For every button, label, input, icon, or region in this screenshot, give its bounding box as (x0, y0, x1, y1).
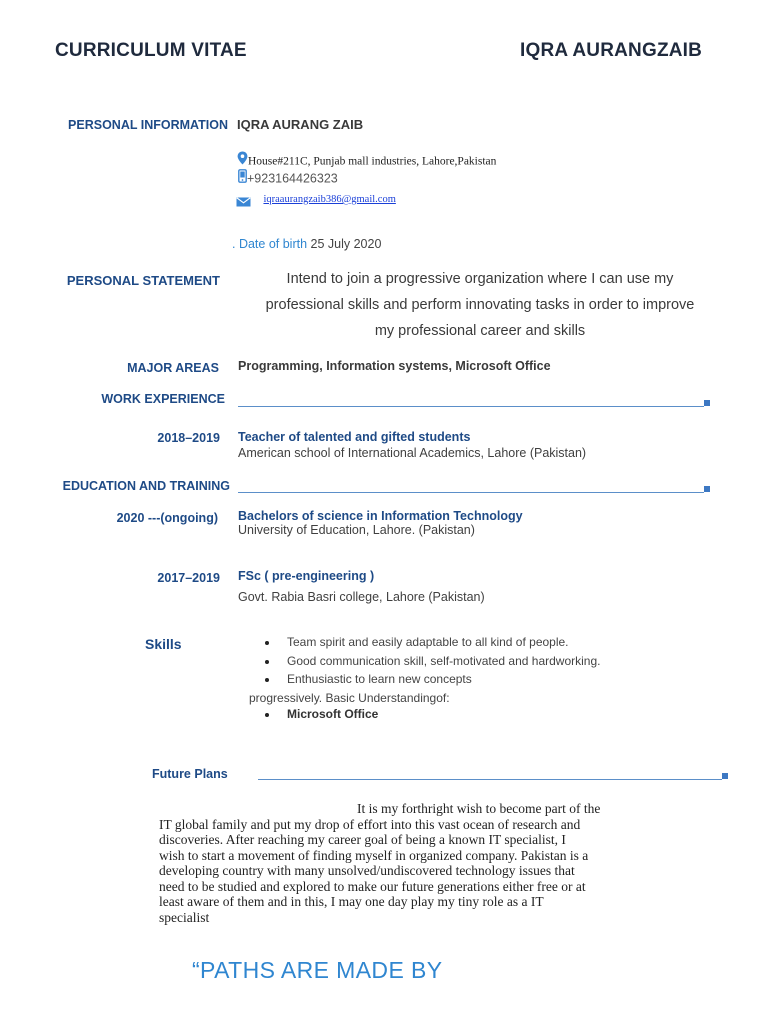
paragraph-line: need to be studied and explored to make our future generations either free or at (159, 878, 586, 894)
skills-label: Skills (145, 636, 182, 652)
education-label: EDUCATION AND TRAINING (62, 479, 230, 493)
section-divider (238, 406, 704, 407)
education-place: University of Education, Lahore. (Pakistan) (238, 523, 475, 537)
future-plans-text (159, 801, 641, 925)
bullet-icon (265, 641, 269, 645)
future-plans-label: Future Plans (152, 767, 228, 781)
divider-marker (722, 773, 728, 779)
mobile-phone-icon (238, 169, 247, 188)
education-date: 2017–2019 (157, 571, 220, 585)
work-experience-label: WORK EXPERIENCE (101, 392, 225, 406)
skills-continuation: progressively. Basic Understandingof: (249, 691, 450, 705)
personal-statement-label: PERSONAL STATEMENT (66, 273, 220, 288)
divider-marker (704, 486, 710, 492)
paragraph-line: It is my forthright wish to become part of the (357, 801, 601, 816)
paragraph-line: discoveries. After reaching my career goal of being a known IT specialist, I (159, 832, 566, 847)
envelope-icon (236, 194, 251, 212)
quote-text: “PATHS ARE MADE BY (192, 957, 443, 983)
section-divider (258, 779, 722, 780)
major-areas-value: Programming, Information systems, Microsoft Office (238, 359, 551, 373)
paragraph-line: IT global family and put my drop of effort into this vast ocean of research and (159, 816, 581, 832)
statement-line: professional skills and perform innovating tasks in order to improve (265, 297, 695, 313)
email-link[interactable]: iqraaurangzaib386@gmail.com (263, 194, 396, 205)
skill-text: Enthusiastic to learn new concepts (287, 672, 472, 686)
paragraph-line: developing country with many unsolved/undiscovered technology issues that (159, 863, 575, 878)
statement-line: Intend to join a progressive organization where I can use my (286, 271, 674, 287)
address-text: House#211C, Punjab mall industries, Lahore,Pakistan (248, 155, 497, 168)
skill-text: Team spirit and easily adaptable to all kind of people. (287, 635, 569, 649)
header-name: IQRA AURANGZAIB (520, 40, 703, 61)
personal-statement-text (235, 266, 725, 344)
education-title: FSc ( pre-engineering ) (238, 569, 375, 583)
bullet-icon (265, 660, 269, 664)
phone-row (238, 169, 338, 188)
paragraph-line: least aware of them and in this, I may one day play my tiny role as a IT (159, 894, 544, 909)
date-of-birth-label: . Date of birth (232, 237, 308, 251)
section-divider (238, 492, 704, 493)
skill-text: Good communication skill, self-motivated and hardworking. (287, 654, 601, 668)
person-name: IQRA AURANG ZAIB (237, 117, 364, 132)
paragraph-line: specialist (159, 909, 210, 925)
work-place: American school of International Academics, Lahore (Pakistan) (238, 446, 587, 460)
divider-marker (704, 400, 710, 406)
email-row (236, 194, 396, 212)
date-of-birth (232, 237, 381, 251)
location-pin-icon (237, 151, 248, 170)
document-title: CURRICULUM VITAE (55, 40, 247, 61)
education-title: Bachelors of science in Information Technology (238, 509, 523, 523)
work-date: 2018–2019 (157, 431, 220, 445)
work-title: Teacher of talented and gifted students (238, 430, 471, 444)
major-areas-label: MAJOR AREAS (127, 361, 219, 375)
skill-sub-item: Microsoft Office (287, 707, 379, 721)
phone-text: +923164426323 (247, 171, 338, 186)
education-place: Govt. Rabia Basri college, Lahore (Pakistan) (238, 590, 485, 604)
paragraph-line: wish to start a movement of finding myself in organized company. Pakistan is a (159, 847, 589, 863)
statement-line: my professional career and skills (374, 323, 586, 339)
education-date: 2020 ---(ongoing) (116, 511, 218, 525)
personal-information-label: PERSONAL INFORMATION (68, 118, 228, 132)
date-of-birth-value: 25 July 2020 (307, 237, 382, 251)
bullet-icon (265, 713, 269, 717)
bullet-icon (265, 678, 269, 682)
address-row (237, 151, 496, 170)
